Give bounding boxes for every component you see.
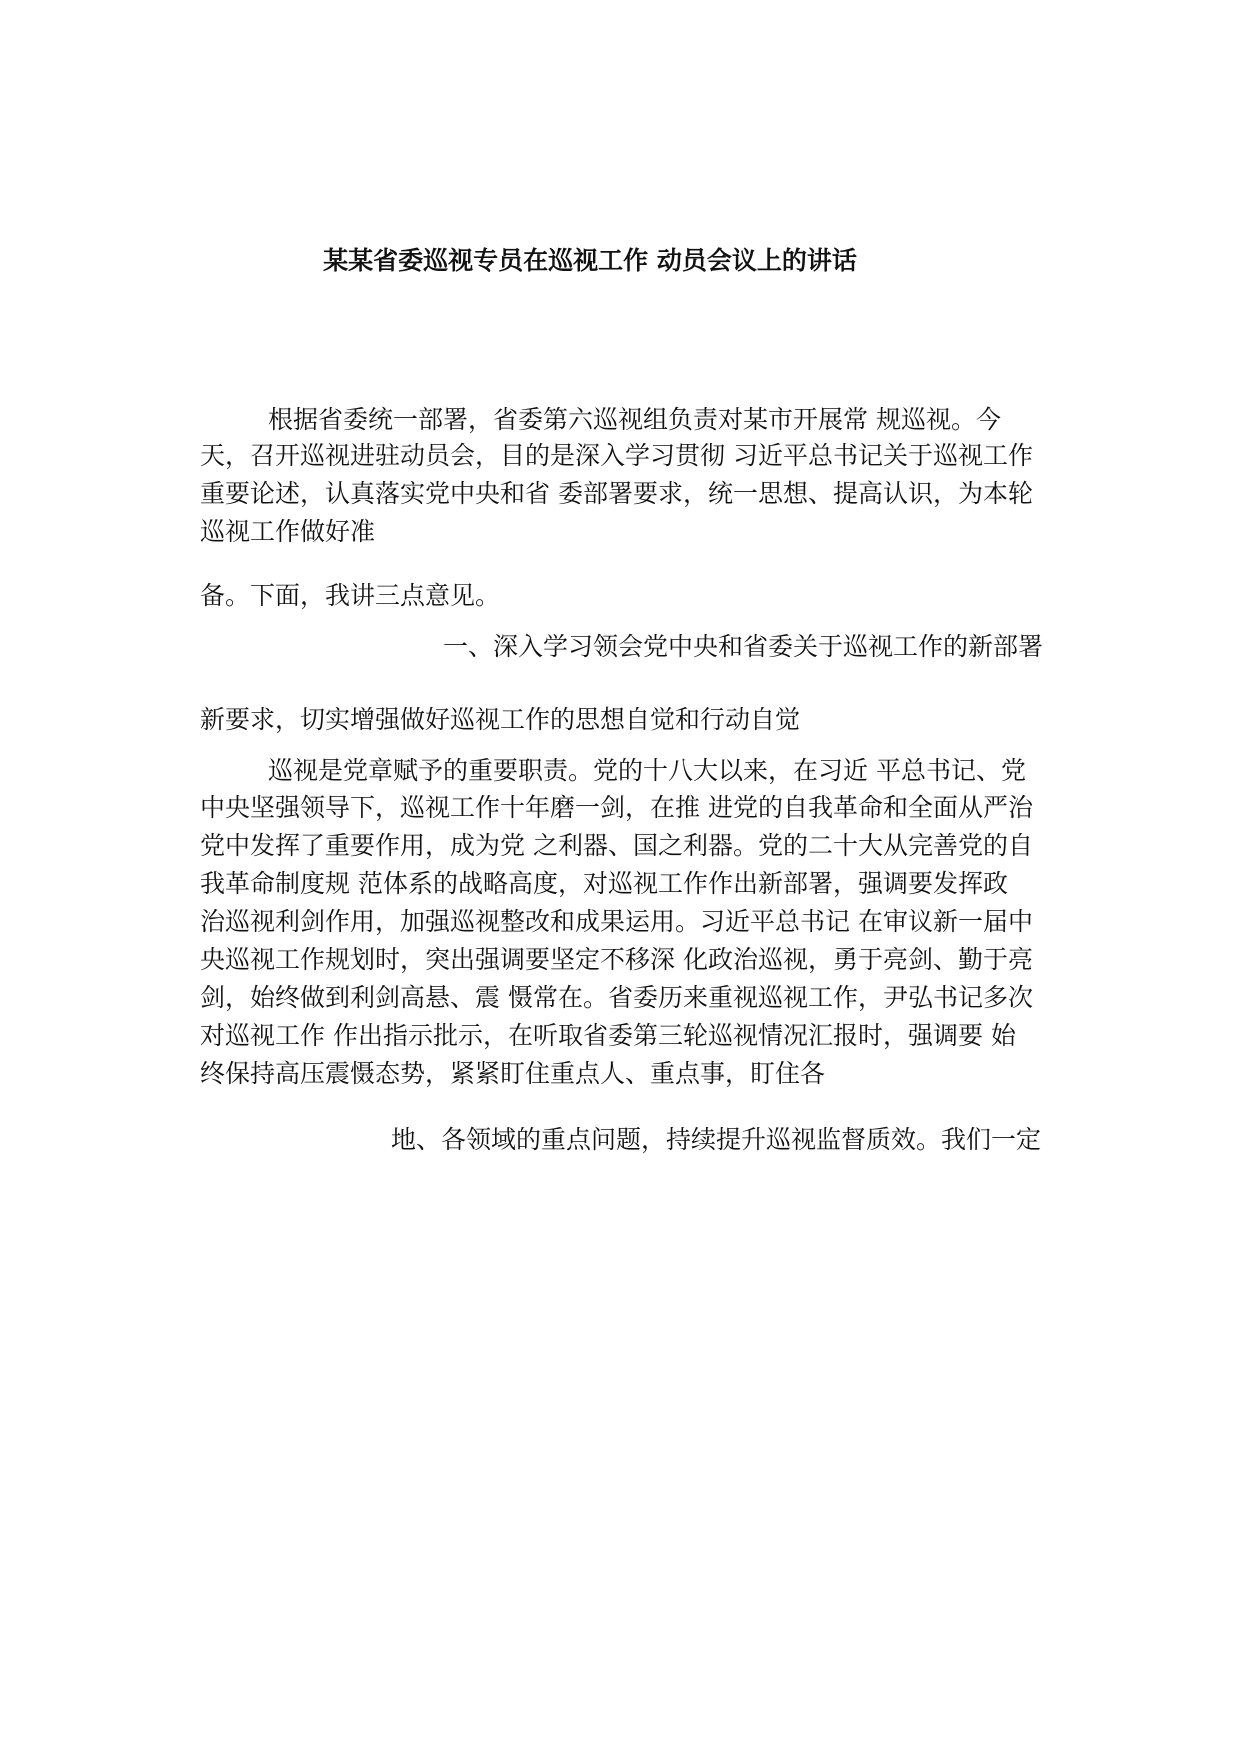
- paragraph-line: 党中发挥了重要作用，成为党 之利器、国之利器。党的二十大从完善党的自: [200, 831, 1033, 860]
- paragraph-line: 我革命制度规 范体系的战略高度，对巡视工作作出新部署，强调要发挥政: [200, 869, 1008, 898]
- document-title: 某某省委巡视专员在巡视工作 动员会议上的讲话: [323, 246, 857, 275]
- paragraph-line: 对巡视工作 作出指示批示，在听取省委第三轮巡视情况汇报时，强调要 始: [200, 1021, 1016, 1050]
- paragraph-line: 天，召开巡视进驻动员会，目的是深入学习贯彻 习近平总书记关于巡视工作: [200, 441, 1033, 470]
- paragraph-line: 巡视是党章赋予的重要职责。党的十八大以来，在习近 平总书记、党: [268, 756, 1026, 785]
- paragraph-line: 中央坚强领导下，巡视工作十年磨一剑，在推 进党的自我革命和全面从严治: [200, 793, 1033, 822]
- paragraph-line: 地、各领域的重点问题，持续提升巡视监督质效。我们一定: [391, 1125, 1042, 1154]
- paragraph-line: 重要论述，认真落实党中央和省 委部署要求，统一思想、提高认识，为本轮: [200, 479, 1033, 508]
- paragraph-line: 央巡视工作规划时，突出强调要坚定不移深 化政治巡视，勇于亮剑、勤于亮: [200, 945, 1033, 974]
- section-heading-line: 一、深入学习领会党中央和省委关于巡视工作的新部署: [443, 632, 1044, 661]
- paragraph-line: 备。下面，我讲三点意见。: [200, 581, 501, 610]
- paragraph-line: 剑，始终做到利剑高悬、震 慑常在。省委历来重视巡视工作，尹弘书记多次: [200, 983, 1033, 1012]
- paragraph-line: 巡视工作做好准: [200, 517, 376, 546]
- paragraph-line: 治巡视利剑作用，加强巡视整改和成果运用。习近平总书记 在审议新一届中: [200, 907, 1033, 936]
- section-heading-line: 新要求，切实增强做好巡视工作的思想自觉和行动自觉: [200, 705, 801, 734]
- paragraph-line: 根据省委统一部署，省委第六巡视组负责对某市开展常 规巡视。今: [268, 405, 1001, 434]
- paragraph-line: 终保持高压震慑态势，紧紧盯住重点人、重点事，盯住各: [200, 1059, 826, 1088]
